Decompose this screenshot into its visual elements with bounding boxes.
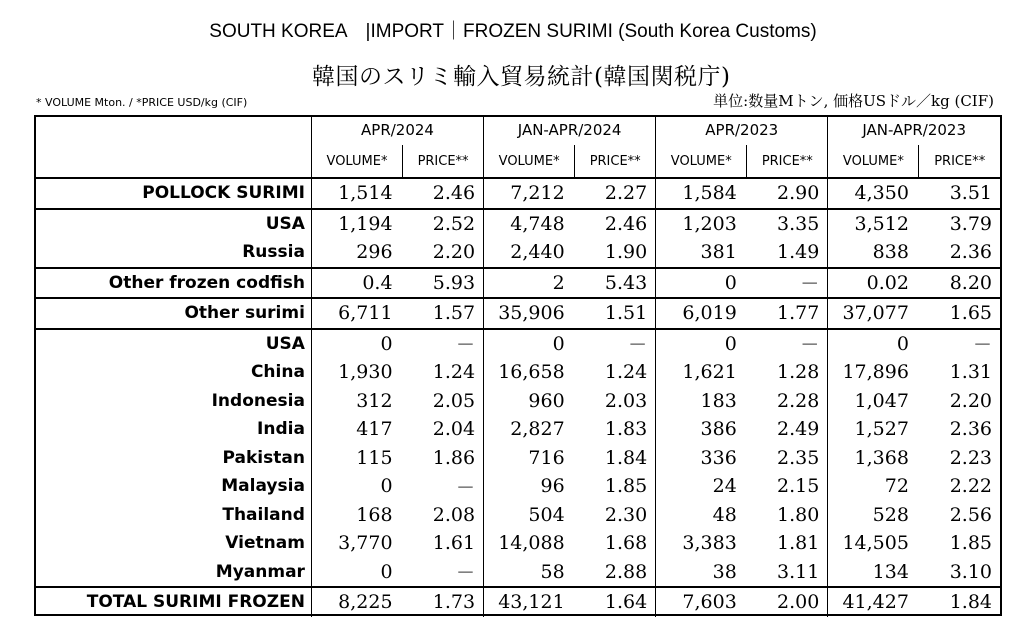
price-cell: 2.56	[949, 503, 992, 526]
volume-cell: 41,427	[828, 587, 919, 617]
price-cell: －	[403, 558, 484, 588]
price-cell: 2.90	[747, 178, 828, 209]
volume-cell: 4,350	[828, 178, 919, 209]
price-cell: 2.08	[432, 503, 476, 526]
volume-header: VOLUME*	[828, 145, 919, 178]
row-label: Other frozen codfish	[34, 268, 311, 299]
volume-cell: 0	[311, 558, 402, 588]
volume-cell: 1,621	[656, 358, 747, 387]
price-cell: 2.20	[949, 389, 992, 412]
table-row	[34, 329, 1000, 359]
price-cell: －	[747, 268, 828, 299]
price-cell: 3.11	[747, 558, 828, 588]
price-cell: 1.68	[604, 532, 648, 555]
volume-cell: 0	[828, 329, 919, 359]
price-cell: 2.52	[432, 212, 476, 235]
price-cell: 3.79	[949, 212, 992, 235]
price-header: PRICE**	[747, 145, 828, 178]
price-cell: 8.20	[919, 268, 1000, 299]
price-cell: 2.03	[604, 389, 648, 412]
table-row	[34, 415, 1000, 444]
row-label: Indonesia	[211, 390, 305, 411]
price-cell: 2.04	[432, 418, 476, 441]
volume-cell: 504	[484, 501, 575, 530]
volume-cell: 2	[484, 268, 575, 299]
japanese-title: 韓国のスリミ輸入貿易統計(韓国関税庁)	[312, 64, 731, 90]
volume-cell: 134	[828, 558, 919, 588]
volume-cell: 35,906	[484, 298, 575, 329]
price-header: PRICE**	[575, 145, 656, 178]
price-cell: －	[800, 334, 820, 357]
period-header: APR/2023	[656, 115, 828, 145]
volume-cell: 0	[484, 329, 575, 359]
price-cell: 1.64	[604, 591, 648, 614]
volume-cell: 1,203	[656, 209, 747, 239]
table-row	[34, 209, 1000, 239]
volume-cell: 0	[311, 472, 402, 501]
row-label: USA	[265, 213, 305, 234]
volume-cell: 8,225	[311, 587, 402, 617]
units-note-japanese: 単位:数量Mトン, 価格USドル／kg (CIF)	[713, 92, 994, 110]
table-row	[34, 558, 1000, 588]
surimi-import-table	[34, 115, 1000, 617]
row-label: POLLOCK SURIMI	[34, 178, 311, 209]
volume-cell: 528	[828, 501, 919, 530]
price-cell: －	[628, 334, 648, 357]
volume-header: VOLUME*	[311, 145, 402, 178]
period-header: APR/2024	[311, 115, 483, 145]
volume-cell: 0	[656, 268, 747, 299]
volume-cell: 1,194	[311, 209, 402, 239]
volume-cell: 14,088	[484, 529, 575, 558]
period-header: JAN-APR/2024	[484, 115, 656, 145]
volume-cell: 24	[656, 472, 747, 501]
row-label: India	[257, 419, 305, 440]
price-cell: 2.35	[777, 446, 820, 469]
price-cell: 5.93	[403, 268, 484, 299]
volume-cell: 1,514	[311, 178, 402, 209]
price-cell: 2.46	[403, 178, 484, 209]
price-cell: 5.43	[575, 268, 656, 299]
table-row	[34, 358, 1000, 387]
row-label: Pakistan	[222, 447, 305, 468]
price-cell: 2.36	[919, 238, 1000, 268]
row-label: TOTAL SURIMI FROZEN	[86, 592, 305, 613]
volume-cell: 312	[311, 387, 402, 416]
volume-cell: 0.02	[828, 268, 919, 299]
price-cell: 3.10	[919, 558, 1000, 588]
price-cell: 1.49	[747, 238, 828, 268]
volume-cell: 7,212	[484, 178, 575, 209]
price-cell: 3.35	[777, 212, 820, 235]
price-cell: 1.24	[432, 361, 476, 384]
row-label: Russia	[34, 238, 311, 268]
price-cell: －	[456, 476, 476, 499]
volume-cell: 716	[484, 444, 575, 473]
price-cell: 1.28	[777, 361, 820, 384]
column-header-row	[34, 145, 1000, 178]
volume-cell: 183	[656, 387, 747, 416]
row-label: Thailand	[222, 504, 305, 525]
volume-cell: 417	[311, 415, 402, 444]
volume-header: VOLUME*	[484, 145, 575, 178]
price-cell: 2.30	[604, 503, 648, 526]
volume-cell: 3,770	[311, 529, 402, 558]
table-row	[34, 501, 1000, 530]
price-cell: 1.84	[949, 591, 992, 614]
volume-cell: 48	[656, 501, 747, 530]
row-label: Myanmar	[34, 558, 311, 588]
table-row	[34, 178, 1000, 209]
header-blank	[34, 145, 311, 178]
volume-cell: 6,711	[311, 298, 402, 329]
table-row	[34, 387, 1000, 416]
table-row	[34, 238, 1000, 268]
volume-cell: 38	[656, 558, 747, 588]
volume-cell: 0.4	[311, 268, 402, 299]
table-row	[34, 444, 1000, 473]
price-cell: 1.90	[575, 238, 656, 268]
price-cell: 1.81	[777, 532, 820, 555]
price-cell: 2.28	[777, 389, 820, 412]
price-cell: 1.65	[919, 298, 1000, 329]
volume-cell: 6,019	[656, 298, 747, 329]
volume-cell: 3,383	[656, 529, 747, 558]
volume-cell: 0	[311, 329, 402, 359]
price-cell: 3.51	[919, 178, 1000, 209]
price-cell: 2.15	[777, 475, 820, 498]
price-cell: 2.22	[949, 475, 992, 498]
price-cell: 2.00	[777, 591, 820, 614]
volume-cell: 115	[311, 444, 402, 473]
volume-cell: 43,121	[484, 587, 575, 617]
volume-cell: 1,527	[828, 415, 919, 444]
price-cell: 1.85	[949, 532, 992, 555]
volume-cell: 17,896	[828, 358, 919, 387]
table-row	[34, 529, 1000, 558]
row-label: China	[250, 362, 305, 383]
price-cell: 1.83	[604, 418, 648, 441]
price-cell: －	[456, 334, 476, 357]
row-label: Other surimi	[34, 298, 311, 329]
price-cell: 2.05	[432, 389, 476, 412]
price-cell: 2.20	[403, 238, 484, 268]
price-cell: 1.86	[432, 446, 476, 469]
row-label: Vietnam	[225, 533, 305, 554]
price-cell: 2.46	[604, 212, 648, 235]
price-cell: 2.88	[575, 558, 656, 588]
price-cell: 2.27	[575, 178, 656, 209]
table-row	[34, 268, 1000, 299]
volume-cell: 1,047	[828, 387, 919, 416]
volume-cell: 7,603	[656, 587, 747, 617]
volume-cell: 4,748	[484, 209, 575, 239]
header-blank	[34, 115, 311, 145]
period-header-row	[34, 115, 1000, 145]
table-row	[34, 298, 1000, 329]
price-cell: 1.24	[604, 361, 648, 384]
volume-cell: 14,505	[828, 529, 919, 558]
volume-cell: 838	[828, 238, 919, 268]
volume-cell: 58	[484, 558, 575, 588]
volume-cell: 2,827	[484, 415, 575, 444]
price-cell: －	[972, 334, 992, 357]
row-label: USA	[265, 333, 305, 354]
volume-cell: 16,658	[484, 358, 575, 387]
volume-cell: 1,930	[311, 358, 402, 387]
price-cell: 1.57	[403, 298, 484, 329]
volume-header: VOLUME*	[656, 145, 747, 178]
price-cell: 1.80	[777, 503, 820, 526]
volume-cell: 1,584	[656, 178, 747, 209]
price-cell: 2.49	[777, 418, 820, 441]
price-cell: 1.77	[747, 298, 828, 329]
price-cell: 1.51	[575, 298, 656, 329]
table-row	[34, 587, 1000, 617]
price-cell: 2.23	[949, 446, 992, 469]
volume-cell: 168	[311, 501, 402, 530]
page-title: SOUTH KOREA |IMPORT｜FROZEN SURIMI (South Korea Customs)	[209, 21, 817, 42]
volume-cell: 1,368	[828, 444, 919, 473]
volume-cell: 381	[656, 238, 747, 268]
volume-cell: 336	[656, 444, 747, 473]
period-header: JAN-APR/2023	[828, 115, 1000, 145]
price-cell: 1.61	[432, 532, 476, 555]
volume-cell: 386	[656, 415, 747, 444]
price-cell: 1.31	[949, 361, 992, 384]
volume-cell: 3,512	[828, 209, 919, 239]
volume-cell: 0	[656, 329, 747, 359]
row-label: Malaysia	[221, 476, 305, 497]
volume-cell: 960	[484, 387, 575, 416]
price-cell: 1.85	[604, 475, 648, 498]
volume-cell: 2,440	[484, 238, 575, 268]
volume-cell: 296	[311, 238, 402, 268]
volume-cell: 37,077	[828, 298, 919, 329]
price-header: PRICE**	[403, 145, 484, 178]
price-header: PRICE**	[919, 145, 1000, 178]
price-cell: 2.36	[949, 418, 992, 441]
volume-cell: 96	[484, 472, 575, 501]
volume-cell: 72	[828, 472, 919, 501]
price-cell: 1.84	[604, 446, 648, 469]
units-note: * VOLUME Mton. / *PRICE USD/kg (CIF)	[36, 96, 248, 109]
price-cell: 1.73	[432, 591, 476, 614]
table-row	[34, 472, 1000, 501]
